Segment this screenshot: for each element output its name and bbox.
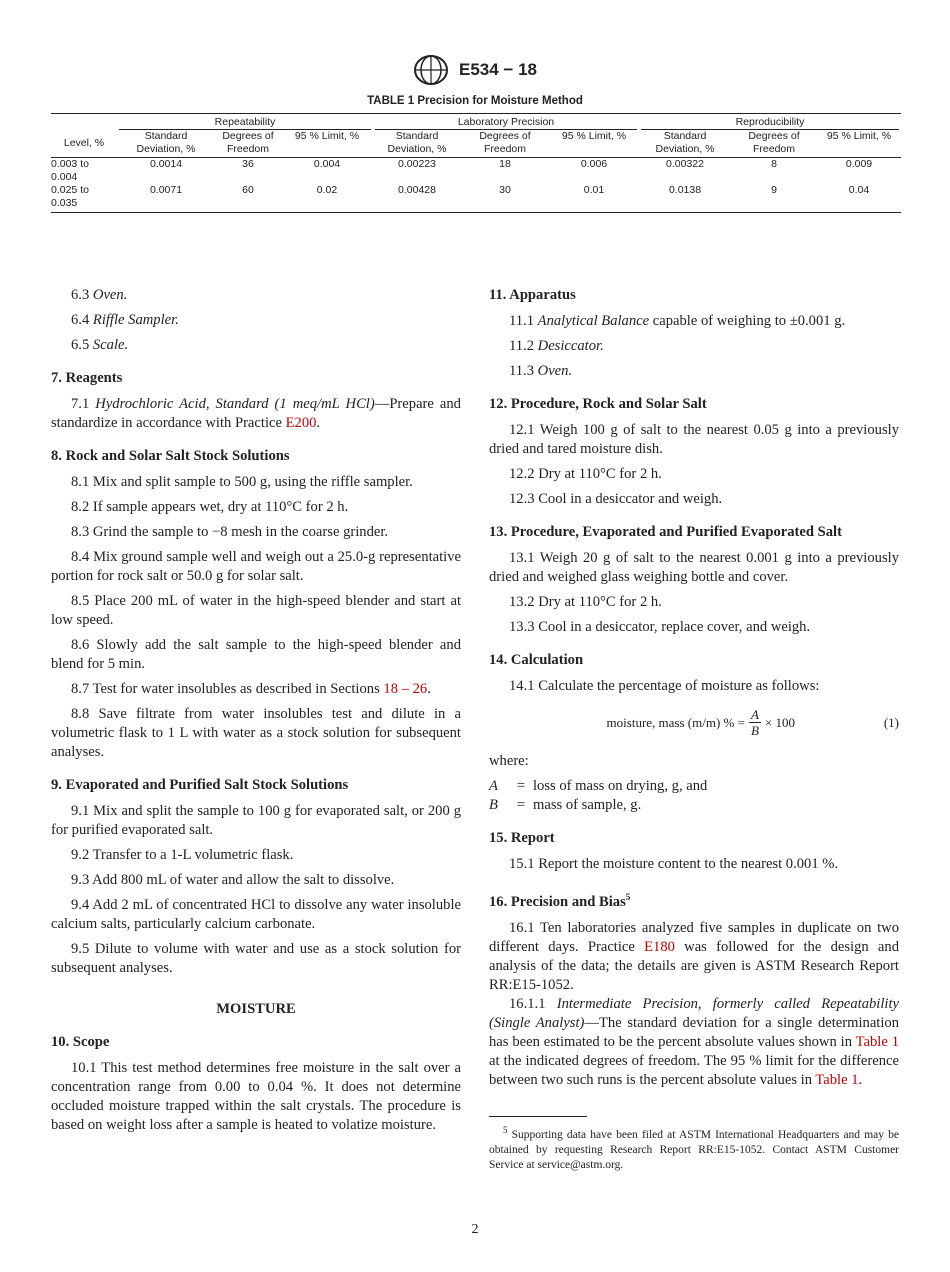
variable-definition: A = loss of mass on drying, g, and (489, 778, 708, 794)
paragraph: 8.7 Test for water insolubles as described in Sections 18 – 26. (71, 681, 431, 697)
column-header: Standard Deviation, % (639, 130, 731, 158)
section-heading: 8. Rock and Solar Salt Stock Solutions (51, 448, 290, 464)
footnote-divider (489, 1116, 587, 1117)
table-cell: 36 (242, 158, 254, 170)
section-heading: 15. Report (489, 830, 555, 846)
part-heading: MOISTURE (216, 1001, 296, 1017)
column-header: 95 % Limit, % (281, 130, 373, 158)
paragraph: 15.1 Report the moisture content to the nearest 0.001 %. (509, 856, 839, 872)
table-title: TABLE 1 Precision for Moisture Method (367, 95, 583, 107)
column-header: Standard Deviation, % (373, 130, 461, 158)
paragraph: 7.1 Hydrochloric Acid, Standard (1 meq/mL HCl)—Prepare and standardize in accordance with Practice E200. (51, 396, 461, 431)
paragraph: 9.4 Add 2 mL of concentrated HCl to dissolve any water insoluble calcium salts, particularly calcium carbonate. (51, 897, 461, 932)
group-header: Repeatability (119, 116, 371, 130)
paragraph: 13.1 Weigh 20 g of salt to the nearest 0.001 g into a previously dried and weighed glass weighing bottle and cover. (489, 550, 899, 585)
table-cell: 0.02 (281, 184, 373, 213)
section-heading: 11. Apparatus (489, 287, 576, 303)
table-cell: 0.003 to 0.004 (51, 158, 89, 183)
column-header: Standard Deviation, % (117, 130, 215, 158)
paragraph: 11.1 Analytical Balance capable of weighing to ±0.001 g. (509, 313, 846, 329)
precision-table (51, 113, 901, 213)
left-column (51, 286, 461, 1141)
variable-definition: B = mass of sample, g. (489, 797, 642, 813)
column-header: Level, % (51, 130, 117, 158)
section-heading: 9. Evaporated and Purified Salt Stock Solutions (51, 777, 349, 793)
table-cell: 0.01 (549, 184, 639, 213)
equation-lhs: moisture, mass (m/m) % = (606, 714, 745, 730)
table-reference-link[interactable]: Table 1 (815, 1071, 859, 1088)
table-cell: 0.0071 (117, 184, 215, 213)
paragraph: 12.1 Weigh 100 g of salt to the nearest 0.05 g into a previously dried and tared moisture dish. (489, 422, 899, 457)
column-header: Degrees of Freedom (461, 130, 549, 158)
equation-number: (1) (883, 714, 899, 730)
table-cell: 0.00322 (666, 158, 704, 170)
section-heading: 7. Reagents (51, 370, 123, 386)
footnote: $^5$ Supporting data have been filed at ASTM International Headquarters and may be obtained by requesting Research Report RR:E15-1052. Contact ASTM Customer Service at service@astm.org. (489, 1124, 900, 1171)
paragraph: 8.2 If sample appears wet, dry at 110°C for 2 h. (71, 499, 349, 515)
table-row (51, 184, 901, 213)
paragraph: 6.3 Oven. (71, 287, 128, 303)
paragraph: 16.1 Ten laboratories analyzed five samples in duplicate on two different days. Practice E180 was followed for the design and analysis of the data; the details are given is ASTM Research Report RR:E15-1052. (489, 919, 899, 993)
paragraph: 16.1.1 Intermediate Precision, formerly called Repeatability (Single Analyst)—The standard deviation for a single determination has been estimated to be the percent absolute values shown in Table 1 at the indicated degrees of freedom. The 95 % limit for the difference between two such runs is the percent absolute values in Table 1. (489, 995, 900, 1088)
reference-link[interactable]: E200 (285, 415, 317, 431)
table-cell: 0.00223 (398, 158, 436, 170)
section-heading: 12. Procedure, Rock and Solar Salt (489, 396, 707, 412)
where-label: where: (489, 753, 529, 769)
group-header: Reproducibility (641, 116, 899, 130)
table-cell: 30 (461, 184, 549, 213)
page-number: 2 (471, 1222, 479, 1237)
paragraph: 13.2 Dry at 110°C for 2 h. (509, 594, 662, 610)
paragraph: 8.4 Mix ground sample well and weigh out a 25.0-g representative portion for rock salt or 50.0 g for solar salt. (51, 549, 461, 584)
section-heading: 14. Calculation (489, 652, 584, 668)
column-header: 95 % Limit, % (549, 130, 639, 158)
table-cell: 8 (771, 158, 777, 170)
footnote-marker: 5 (625, 892, 631, 902)
table-cell: 0.00428 (373, 184, 461, 213)
equation-tail: × 100 (764, 714, 795, 730)
paragraph: 13.3 Cool in a desiccator, replace cover, and weigh. (509, 619, 811, 635)
paragraph: 6.4 Riffle Sampler. (71, 312, 179, 328)
paragraph: 11.3 Oven. (509, 363, 573, 379)
section-heading: 16. Precision and Bias$^5$ (489, 892, 631, 910)
table-cell: 0.0138 (639, 184, 731, 213)
paragraph: 8.1 Mix and split sample to 500 g, using the riffle sampler. (71, 474, 413, 490)
paragraph: 9.2 Transfer to a 1-L volumetric flask. (71, 847, 294, 863)
right-column (489, 286, 899, 1179)
table-reference-link[interactable]: Table 1 (855, 1033, 899, 1050)
column-header: Degrees of Freedom (731, 130, 817, 158)
paragraph: 8.5 Place 200 mL of water in the high-speed blender and start at low speed. (51, 593, 461, 628)
section-heading: 10. Scope (51, 1034, 110, 1050)
table-row (51, 158, 901, 185)
paragraph: 8.3 Grind the sample to −8 mesh in the coarse grinder. (71, 524, 389, 540)
column-header: Degrees of Freedom (215, 130, 281, 158)
table-cell: 0.025 to 0.035 (51, 184, 117, 213)
paragraph: 6.5 Scale. (71, 337, 129, 353)
equation-fraction: $\frac{A}{B}$ (750, 706, 759, 738)
paragraph: 9.5 Dilute to volume with water and use as a stock solution for subsequent analyses. (51, 941, 461, 976)
table-cell: 18 (499, 158, 511, 170)
table-cell: 0.0014 (149, 158, 183, 170)
moisture-equation (489, 702, 899, 742)
table-cell: 0.004 (313, 158, 341, 170)
paragraph: 8.8 Save filtrate from water insolubles test and dilute in a volumetric flask to 1 L with water as a stock solution for subsequent analyses. (51, 706, 461, 760)
document-designation: E534 − 18 (459, 60, 537, 79)
table-cell: 9 (731, 184, 817, 213)
column-header: 95 % Limit, % (817, 130, 901, 158)
paragraph: 8.6 Slowly add the salt sample to the high-speed blender and blend for 5 min. (51, 637, 461, 672)
table-cell: 0.006 (580, 158, 608, 170)
paragraph: 11.2 Desiccator. (509, 338, 604, 354)
paragraph: 14.1 Calculate the percentage of moisture as follows: (509, 678, 820, 694)
paragraph: 9.1 Mix and split the sample to 100 g for evaporated salt, or 200 g for purified evaporated salt. (51, 803, 461, 838)
reference-link[interactable]: 18 – 26 (383, 681, 428, 697)
table-cell: 0.009 (845, 158, 873, 170)
paragraph: 10.1 This test method determines free moisture in the salt over a concentration range from 0.00 to 0.04 %. It does not determine occluded moisture trapped within the salt crystals. The procedure is based on weight loss after a sample is heated to volatize moisture. (51, 1060, 461, 1133)
paragraph: 9.3 Add 800 mL of water and allow the salt to dissolve. (71, 872, 395, 888)
group-header: Laboratory Precision (375, 116, 637, 130)
paragraph: 12.3 Cool in a desiccator and weigh. (509, 491, 723, 507)
astm-logo-icon (413, 54, 449, 86)
table-cell: 0.04 (817, 184, 901, 213)
section-heading: 13. Procedure, Evaporated and Purified Evaporated Salt (489, 524, 842, 540)
table-cell: 60 (215, 184, 281, 213)
reference-link[interactable]: E180 (644, 938, 675, 955)
document-header (0, 54, 950, 86)
paragraph: 12.2 Dry at 110°C for 2 h. (509, 466, 662, 482)
